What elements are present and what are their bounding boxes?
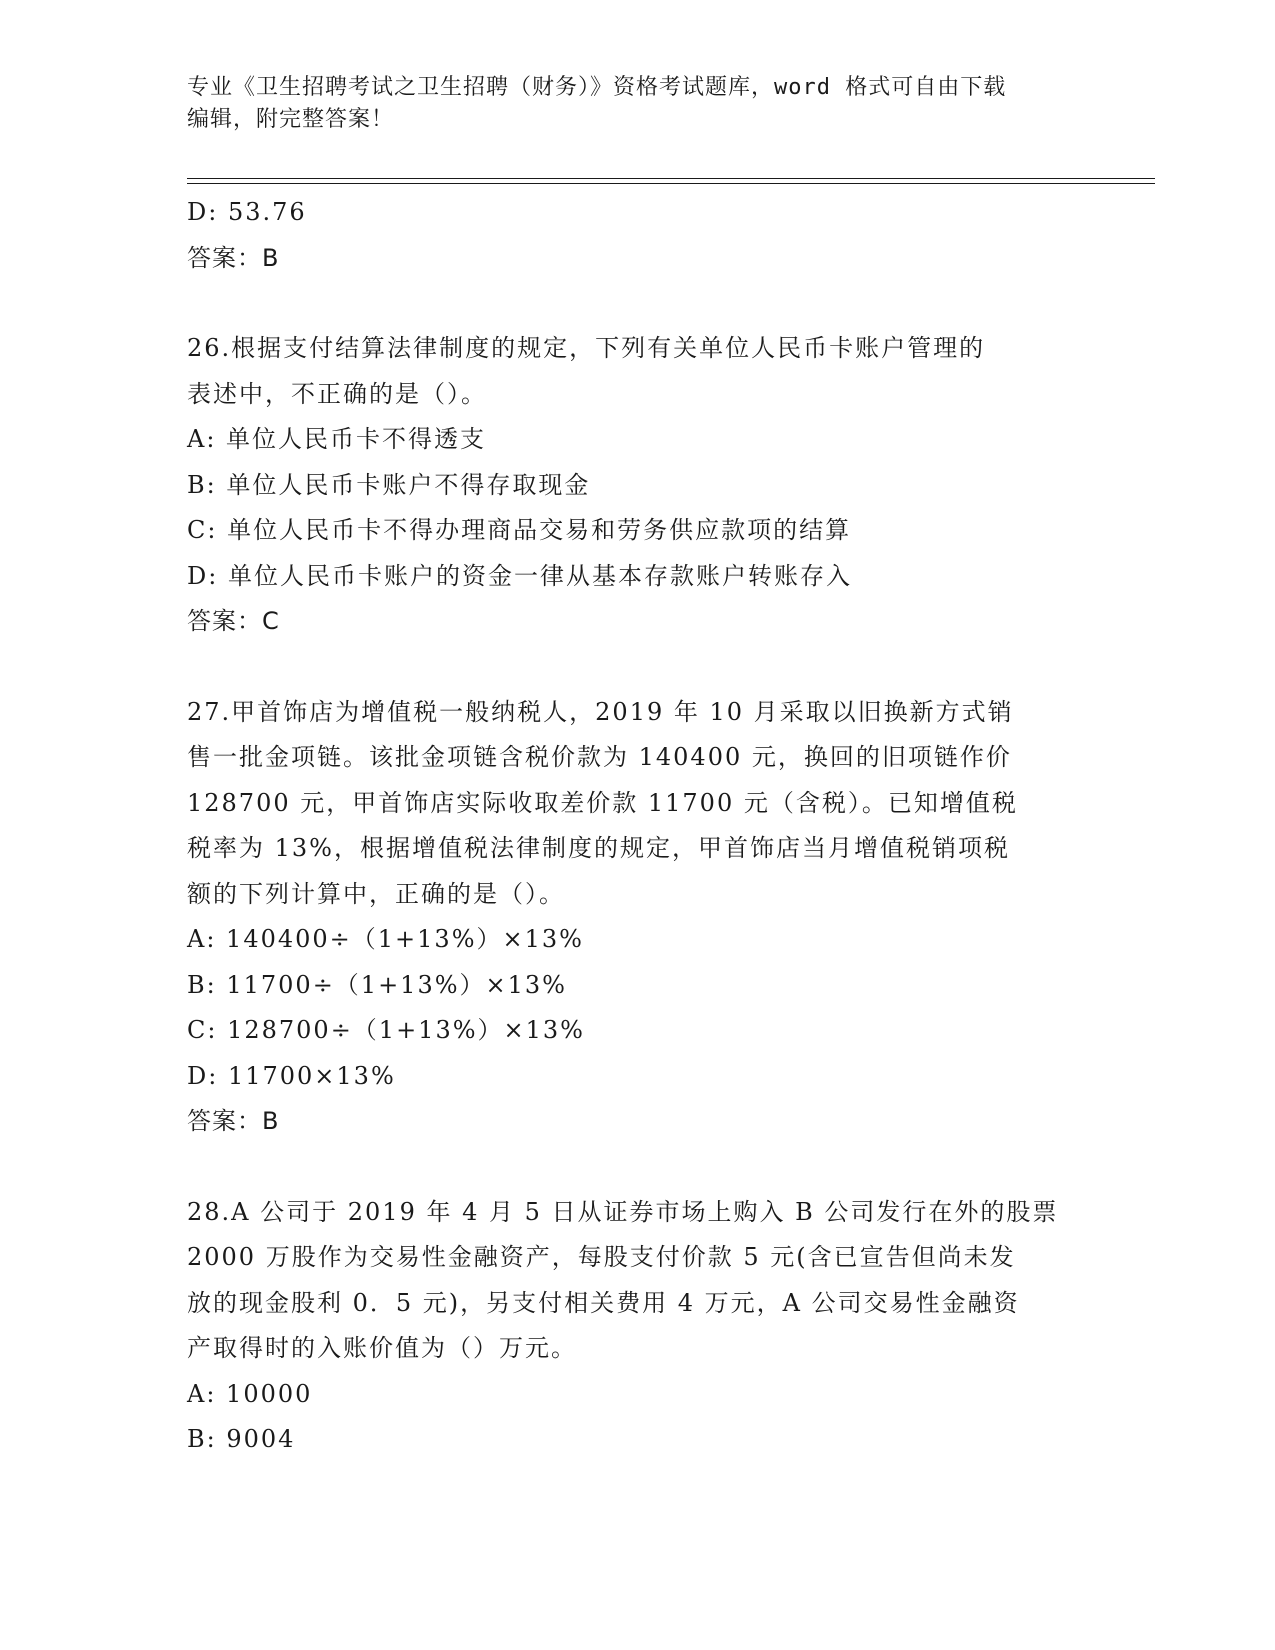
- option-d: D: 53.76: [187, 198, 307, 226]
- question-stem-line: 额的下列计算中，正确的是（）。: [187, 879, 565, 908]
- option-c: C: 单位人民币卡不得办理商品交易和劳务供应款项的结算: [187, 516, 852, 544]
- question-stem-line: 税率为 13%，根据增值税法律制度的规定，甲首饰店当月增值税销项税: [187, 834, 1010, 862]
- option-d: D: 单位人民币卡账户的资金一律从基本存款账户转账存入: [187, 561, 852, 590]
- option-a: A: 单位人民币卡不得透支: [187, 425, 487, 453]
- spacer: [187, 281, 1087, 326]
- question-stem-line: 产取得时的入账价值为（）万元。: [187, 1334, 577, 1362]
- question-27: [187, 690, 1087, 1145]
- question-28: [187, 1190, 1087, 1463]
- question-stem-line: 售一批金项链。该批金项链含税价款为 140400 元，换回的旧项链作价: [187, 743, 1012, 771]
- option-a: A: 10000: [187, 1379, 313, 1408]
- question-26: [187, 326, 1087, 645]
- header-line-2: 编辑，附完整答案！: [187, 107, 395, 132]
- spacer: [187, 645, 1087, 690]
- option-b: B: 11700÷（1+13%）×13%: [187, 970, 567, 999]
- question-stem-line: 表述中，不正确的是（）。: [187, 379, 487, 408]
- header-rule-bottom: [187, 183, 1155, 184]
- question-stem-line: 128700 元，甲首饰店实际收取差价款 11700 元（含税）。已知增值税: [187, 788, 1018, 817]
- option-b: B: 单位人民币卡账户不得存取现金: [187, 470, 591, 499]
- question-stem-line: 26.根据支付结算法律制度的规定，下列有关单位人民币卡账户管理的: [187, 334, 986, 362]
- header-line-1: 专业《卫生招聘考试之卫生招聘（财务）》资格考试题库，word 格式可自由下载: [187, 75, 1007, 100]
- option-d: D: 11700×13%: [187, 1061, 396, 1090]
- option-a: A: 140400÷（1+13%）×13%: [187, 925, 584, 953]
- question-stem-line: 2000 万股作为交易性金融资产，每股支付价款 5 元(含已宣告但尚未发: [187, 1243, 1016, 1271]
- answer: 答案：B: [187, 243, 280, 272]
- answer: 答案：C: [187, 607, 280, 635]
- answer: 答案：B: [187, 1107, 280, 1135]
- header-rule-top: [187, 178, 1155, 179]
- spacer: [187, 1145, 1087, 1190]
- option-c: C: 128700÷（1+13%）×13%: [187, 1016, 585, 1044]
- question-stem-line: 27.甲首饰店为增值税一般纳税人，2019 年 10 月采取以旧换新方式销: [187, 697, 1014, 726]
- document-header: [187, 72, 1087, 136]
- question-stem-line: 28.A 公司于 2019 年 4 月 5 日从证券市场上购入 B 公司发行在外的股票: [187, 1197, 1059, 1226]
- question-stem-line: 放的现金股利 0．5 元)，另支付相关费用 4 万元，A 公司交易性金融资: [187, 1288, 1020, 1317]
- document-body: [187, 190, 1087, 1463]
- option-b: B: 9004: [187, 1425, 296, 1453]
